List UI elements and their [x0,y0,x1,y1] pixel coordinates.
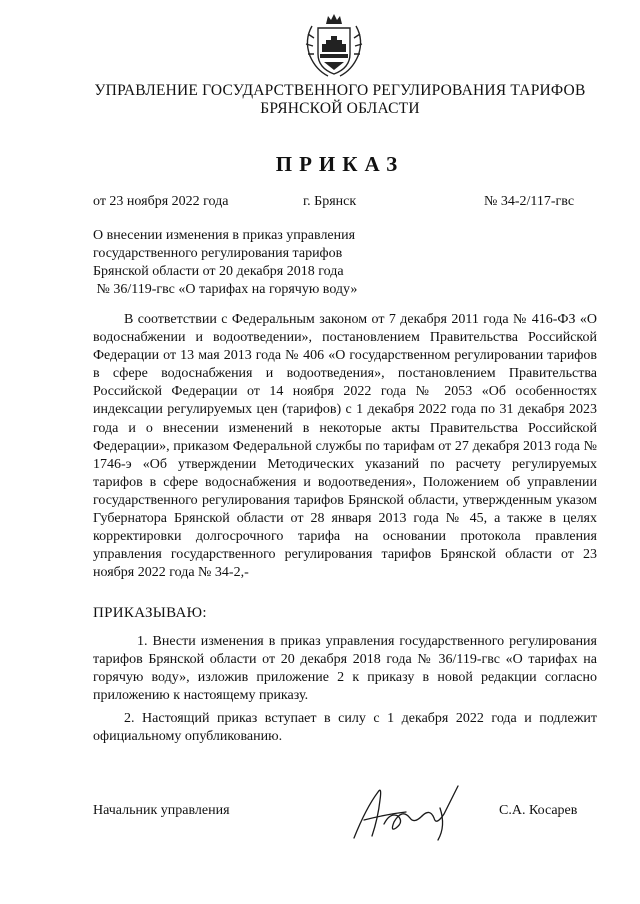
handwritten-signature [348,778,468,848]
order-item-2: 2. Настоящий приказ вступает в силу с 1 декабря 2022 года и подлежит официальному опубликованию. [93,711,597,745]
order-word: ПРИКАЗЫВАЮ: [93,605,207,621]
subject-line: государственного регулирования тарифов [93,246,343,261]
subject-line: № 36/119-гвс «О тарифах на горячую воду» [93,282,358,297]
document-subject [93,227,413,299]
organization-name-line1: УПРАВЛЕНИЕ ГОСУДАРСТВЕННОГО РЕГУЛИРОВАНИЯ ТАРИФОВ [94,82,586,99]
order-item-1: 1. Внести изменения в приказ управления государственного регулирования тарифов Брянской области от 20 декабря 2018 года № 36/119-гвс «О тарифах на горячую воду», изложив приложение 2 к приказу в новой редакции согласно приложению к настоящему приказу. [93,634,597,704]
coat-of-arms-emblem [298,10,370,82]
preamble-paragraph: В соответствии с Федеральным законом от 7 декабря 2011 года № 416-ФЗ «О водоснабжении и водоотведении», постановлением Правительства Российской Федерации от 13 мая 2013 года № 406 «О государственном регулировании тарифов в сфере водоснабжения и водоотведения», постановлением Правительства Российской Федерации от 14 ноября 2022 года № 2053 «Об особенностях индексации регулируемых цен (тарифов) с 1 декабря 2022 года по 31 декабря 2023 года и о внесении изменений в некоторые акты Правительства Российской Федерации», приказом Федеральной службы по тарифам от 27 декабря 2013 года № 1746-э «Об утверждении Методических указаний по расчету регулируемых тарифов в сфере водоснабжения и водоотведения», Положением об управлении государственного регулирования тарифов Брянской области, утвержденным указом Губернатора Брянской области от 28 января 2013 года № 45, а также в целях корректировки долгосрочного тарифа на основании протокола правления управления государственного регулирования тарифов Брянской области от 23 ноября 2022 года № 34-2,- [93,312,597,581]
document-city: г. Брянск [303,194,357,209]
document-title: ПРИКАЗ [275,152,405,176]
signatory-name: С.А. Косарев [499,803,578,818]
subject-line: О внесении изменения в приказ управления [93,228,356,243]
document-number: № 34-2/117-гвс [484,194,575,209]
signatory-position: Начальник управления [93,803,230,818]
organization-name-line2: БРЯНСКОЙ ОБЛАСТИ [260,100,420,117]
document-date: от 23 ноября 2022 года [93,194,229,209]
subject-line: Брянской области от 20 декабря 2018 года [93,264,344,279]
